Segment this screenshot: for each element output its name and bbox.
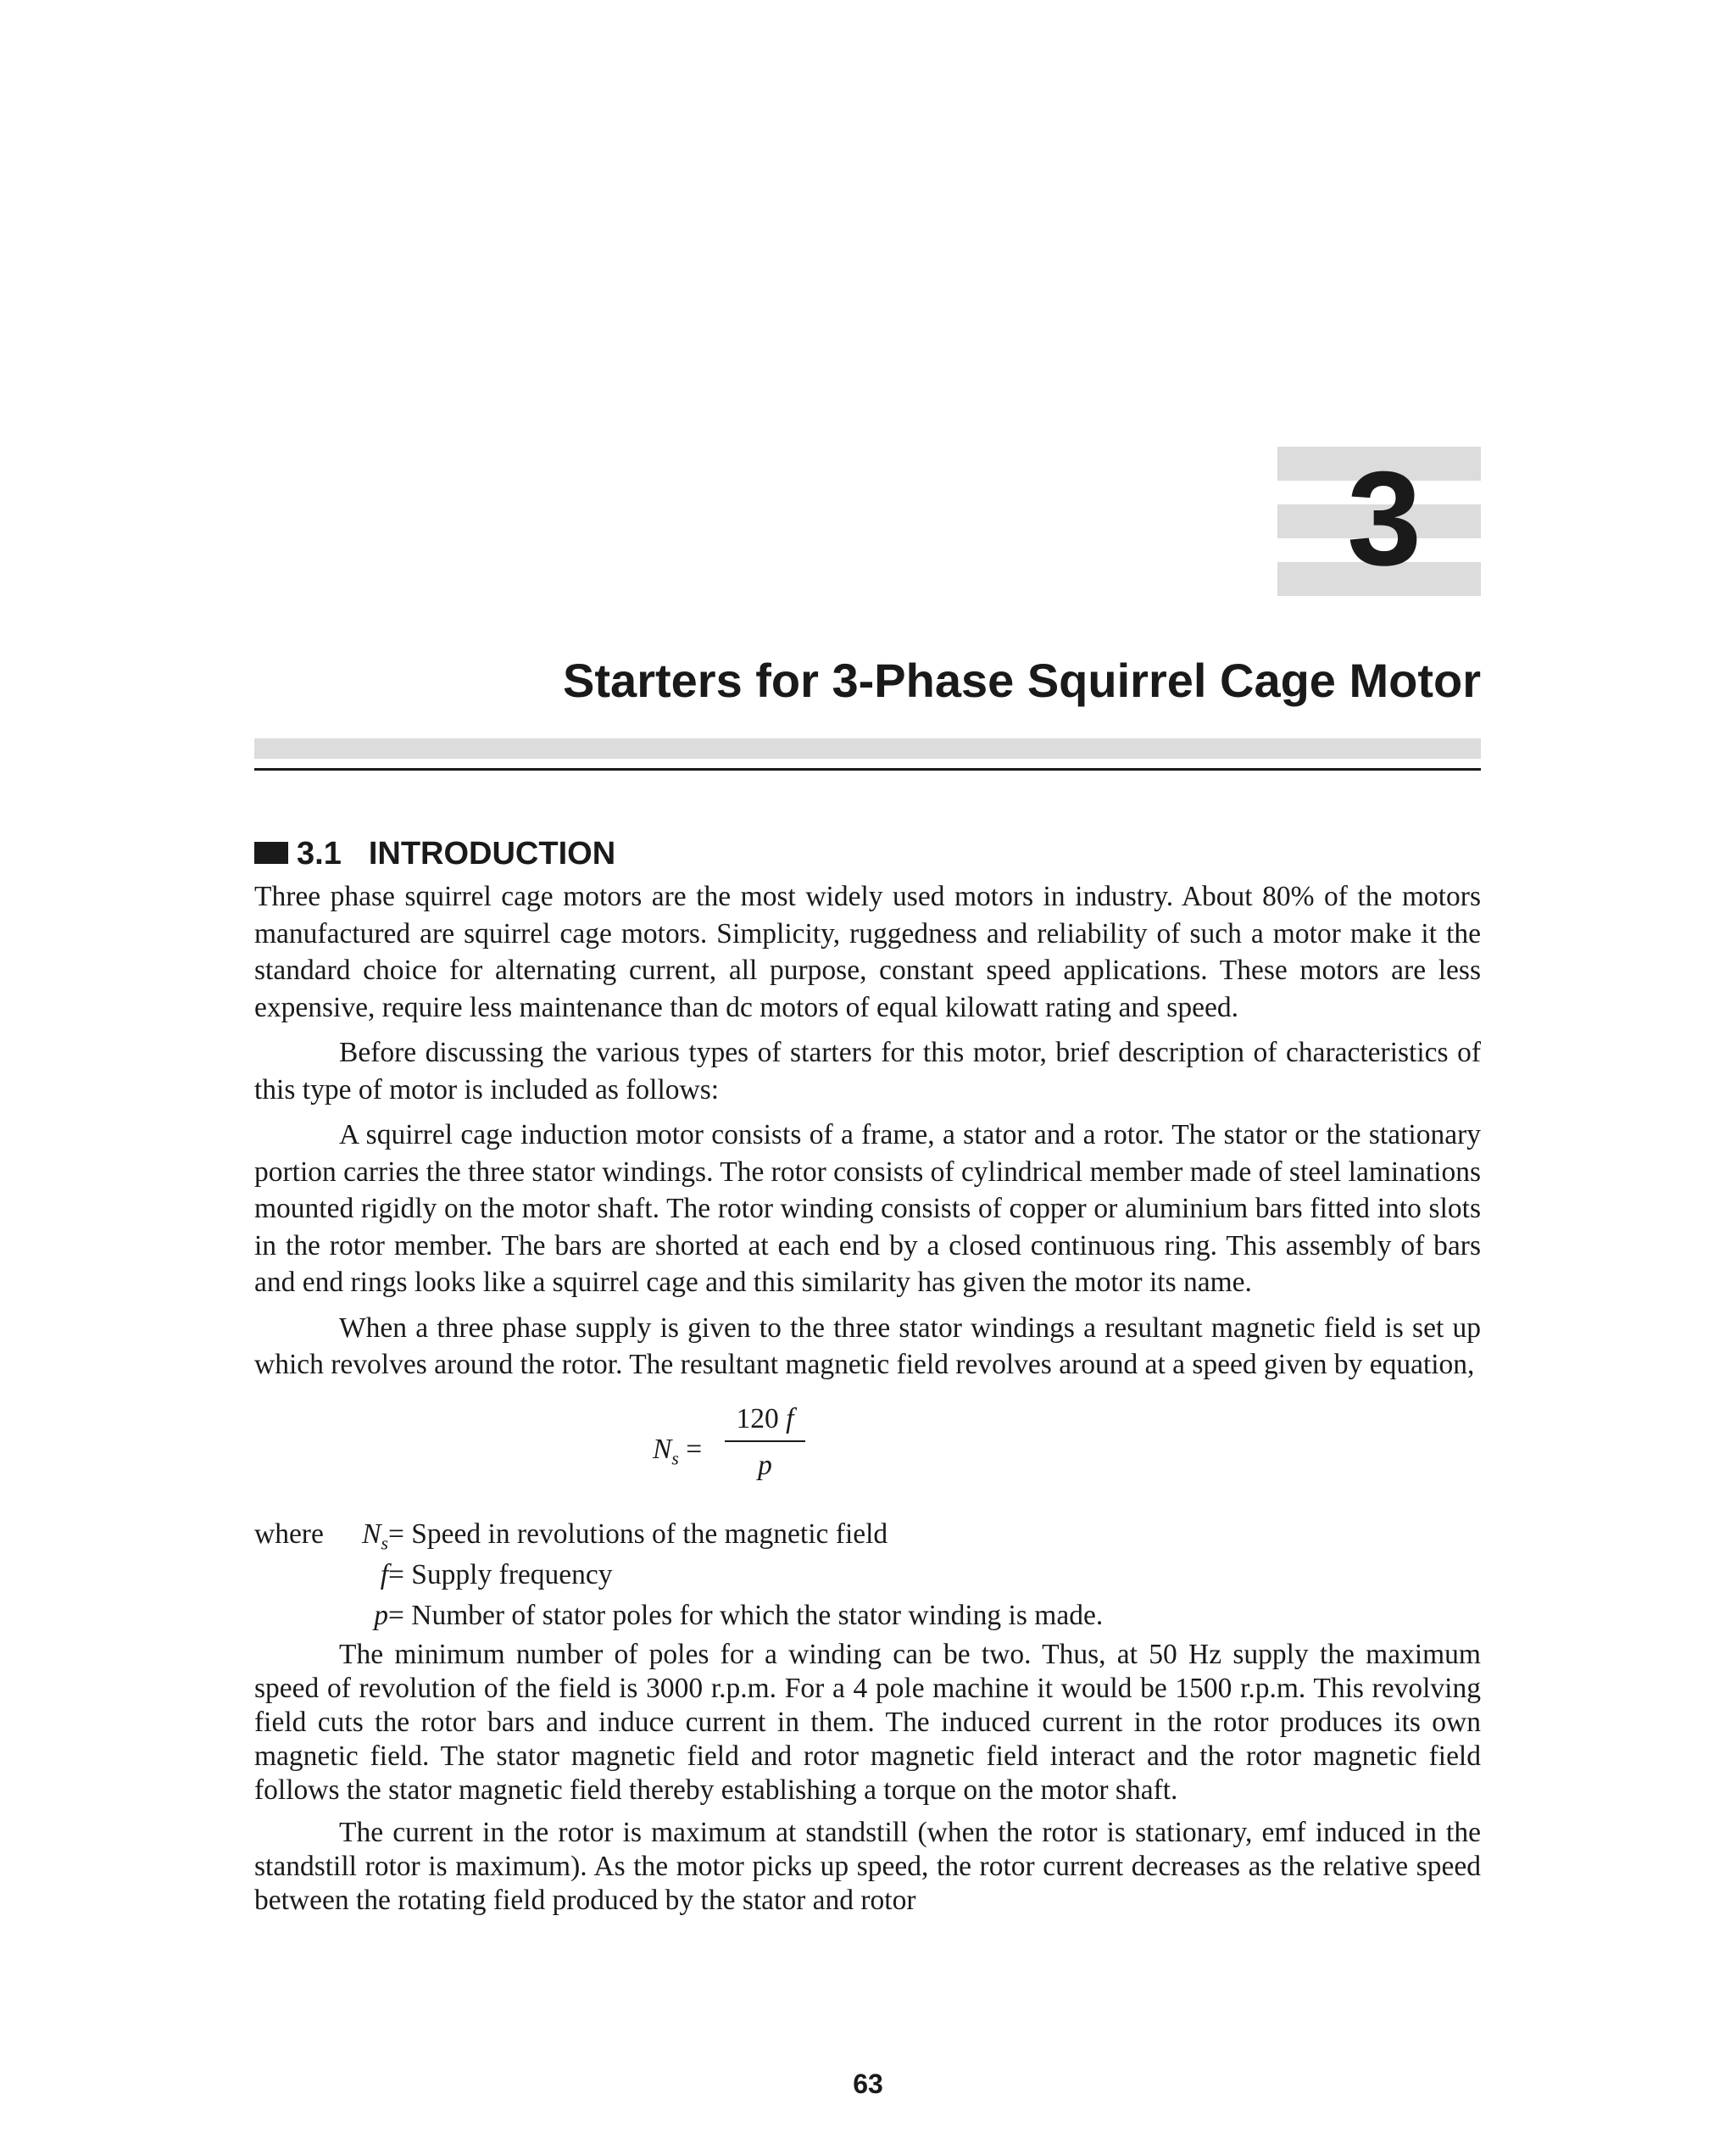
paragraph: Three phase squirrel cage motors are the most widely used motors in industry. About 80% of the motors manufactured are squirrel cage motors. Simplicity, ruggedness and reliability of such a motor make it the standard choice for alternating current, all purpose, constant speed applications. These motors are less expensive, require less maintenance than dc motors of equal kilowatt rating and speed.	[254, 881, 1481, 1023]
section-number: 3.1	[297, 836, 342, 872]
paragraph: A squirrel cage induction motor consists of a frame, a stator and a rotor. The stator or the stationary portion carries the three stator windings. The rotor consists of cylindrical member made of steel laminations mounted rigidly on the motor shaft. The rotor winding consists of copper or aluminium bars fitted into slots in the rotor member. The bars are shorted at each end by a closed continuous ring. This assembly of bars and end rings looks like a squirrel cage and this similarity has given the motor its name.	[254, 1119, 1481, 1298]
page-number: 63	[853, 2069, 883, 2099]
variable-definitions	[254, 1514, 1481, 1636]
definition-text: = Speed in revolutions of the magnetic field	[388, 1518, 888, 1550]
paragraph: The current in the rotor is maximum at standstill (when the rotor is stationary, emf induced in the standstill rotor is maximum). As the motor picks up speed, the rotor current decreases as the relative speed between the rotating field produced by the stator and rotor	[254, 1816, 1481, 1916]
section-title: INTRODUCTION	[368, 836, 616, 872]
chapter-title: Starters for 3-Phase Squirrel Cage Motor	[563, 654, 1481, 707]
definition-text: = Supply frequency	[388, 1558, 613, 1590]
chapter-number: 3	[1347, 444, 1422, 593]
definition-symbol: f	[380, 1558, 388, 1590]
definition-row	[254, 1596, 1481, 1636]
chapter-number-block	[1277, 444, 1481, 596]
where-label: where	[254, 1518, 324, 1550]
equation-lhs: $N_s$ =	[653, 1433, 703, 1469]
definition-symbol: $N_s$	[362, 1518, 388, 1554]
speed-equation	[254, 1401, 1481, 1514]
equation-numerator: 120 f	[736, 1402, 794, 1434]
definition-row	[254, 1514, 1481, 1555]
title-underline-bar	[254, 738, 1481, 759]
equation-denominator: p	[758, 1450, 772, 1481]
paragraph: Before discussing the various types of starters for this motor, brief description of characteristics of this type of motor is included as follows:	[254, 1037, 1481, 1105]
body-content	[254, 878, 1481, 1918]
paragraph: The minimum number of poles for a winding can be two. Thus, at 50 Hz supply the maximum speed of revolution of the field is 3000 r.p.m. For a 4 pole machine it would be 1500 r.p.m. This revolving field cuts the rotor bars and induce current in them. The induced current in the rotor produces its own magnetic field. The stator magnetic field and rotor magnetic field interact and the rotor magnetic field follows the stator magnetic field thereby establishing a torque on the motor shaft.	[254, 1638, 1481, 1806]
paragraph: When a three phase supply is given to the three stator windings a resultant magnetic field is set up which revolves around the rotor. The resultant magnetic field revolves around at a speed given by equation,	[254, 1312, 1481, 1380]
definition-symbol: p	[374, 1599, 388, 1631]
title-rule	[254, 768, 1481, 771]
section-marker-icon	[254, 842, 288, 864]
section-heading	[254, 833, 615, 875]
definition-text: = Number of stator poles for which the stator winding is made.	[388, 1599, 1104, 1631]
definition-row	[254, 1555, 1481, 1596]
equation-fraction	[725, 1401, 805, 1484]
